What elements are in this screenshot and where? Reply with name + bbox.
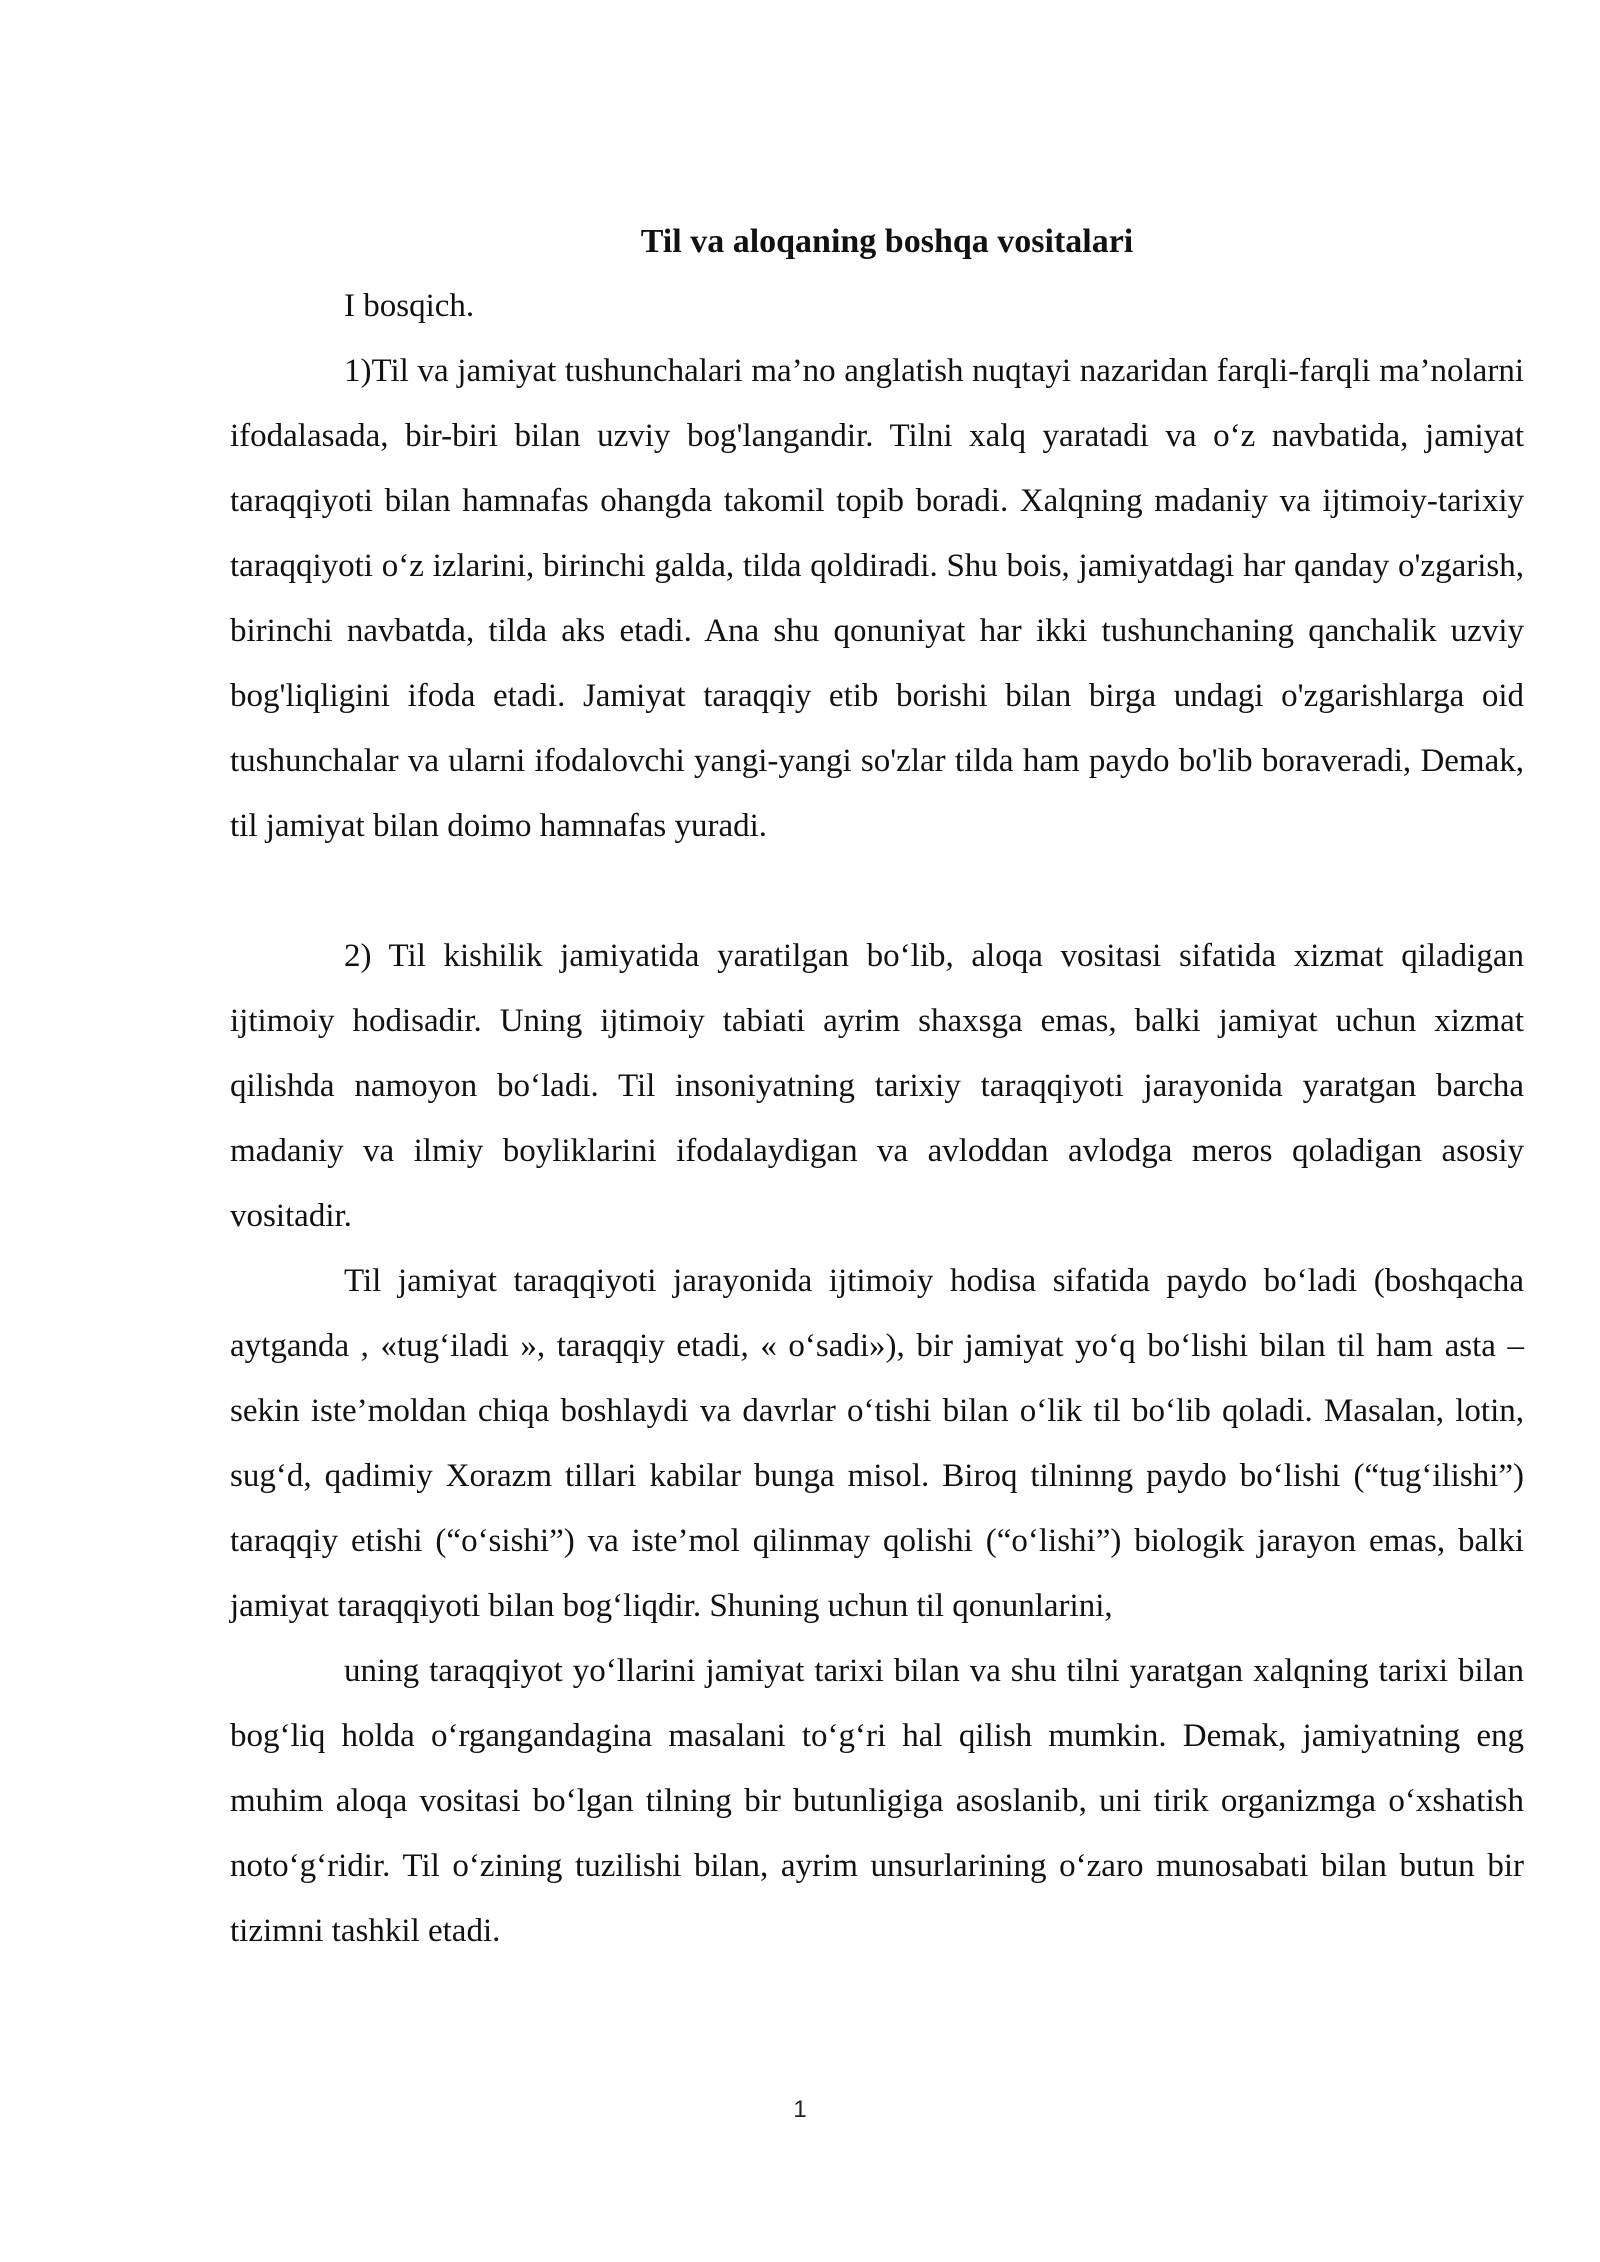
document-title: Til va aloqaning boshqa vositalari xyxy=(640,223,1134,260)
paragraph-4: uning taraqqiyot yo‘llarini jamiyat tarixi bilan va shu tilni yaratgan xalqning tarixi bilan bog‘liq holda o‘rgangandagina masalani to‘g‘ri hal qilish mumkin. Demak, jamiyatning eng muhim aloqa vositasi bo‘lgan tilning bir butunligiga asoslanib, uni tirik organizmga o‘xshatish noto‘g‘ridir. Til o‘zining tuzilishi bilan, ayrim unsurlarining o‘zaro munosabati bilan butun bir tizimni tashkil etadi. xyxy=(230,1653,1524,1949)
paragraph-1: 1)Til va jamiyat tushunchalari ma’no anglatish nuqtayi nazaridan farqli-farqli ma’nolarni ifodalasada, bir-biri bilan uzviy bog'langandir. Tilni xalq yaratadi va o‘z navbatida, jamiyat taraqqiyoti bilan hamnafas ohangda takomil topib boradi. Xalqning madaniy va ijtimoiy-tarixiy taraqqiyoti o‘z izlarini, birinchi galda, tilda qoldiradi. Shu bois, jamiyatdagi har qanday o'zgarish, birinchi navbatda, tilda aks etadi. Ana shu qonuniyat har ikki tushunchaning qanchalik uzviy bog'liqligini ifoda etadi. Jamiyat taraqqiy etib borishi bilan birga undagi o'zgarishlarga oid tushunchalar va ularni ifodalovchi yangi-yangi so'zlar tilda ham paydo bo'lib boraveradi, Demak, til jamiyat bilan doimo hamnafas yuradi. xyxy=(230,353,1524,844)
document-page xyxy=(230,210,1524,1964)
paragraph-3: Til jamiyat taraqqiyoti jarayonida ijtimoiy hodisa sifatida paydo bo‘ladi (boshqacha aytganda , «tug‘iladi », taraqqiy etadi, « o‘sadi»), bir jamiyat yo‘q bo‘lishi bilan til ham asta – sekin iste’moldan chiqa boshlaydi va davrlar o‘tishi bilan o‘lik til bo‘lib qoladi. Masalan, lotin, sug‘d, qadimiy Xorazm tillari kabilar bunga misol. Biroq tilninng paydo bo‘lishi (“tug‘ilishi”) taraqqiy etishi (“o‘sishi”) va iste’mol qilinmay qolishi (“o‘lishi”) biologik jarayon emas, balki jamiyat taraqqiyoti bilan bog‘liqdir. Shuning uchun til qonunlarini, xyxy=(230,1263,1524,1624)
page-number: 1 xyxy=(793,2096,807,2123)
paragraph-2: 2) Til kishilik jamiyatida yaratilgan bo‘lib, aloqa vositasi sifatida xizmat qiladigan ijtimoiy hodisadir. Uning ijtimoiy tabiati ayrim shaxsga emas, balki jamiyat uchun xizmat qilishda namoyon bo‘ladi. Til insoniyatning tarixiy taraqqiyoti jarayonida yaratgan barcha madaniy va ilmiy boyliklarini ifodalaydigan va avloddan avlodga meros qoladigan asosiy vositadir. xyxy=(230,938,1524,1234)
paragraph-spacer xyxy=(230,859,1524,924)
stage-label: I bosqich. xyxy=(344,288,475,324)
